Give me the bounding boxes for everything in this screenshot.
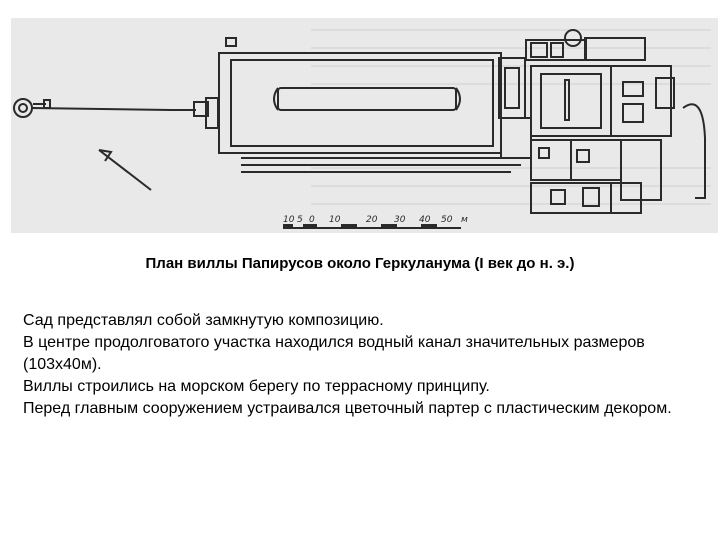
scale-label: 10	[283, 215, 295, 225]
paragraph: В центре продолговатого участка находился водный канал значительных размеров (103х40м).	[23, 334, 645, 373]
scale-bar	[283, 215, 468, 228]
paragraph: Перед главным сооружением устраивался цветочный партер с пластическим декором.	[23, 400, 672, 417]
atrium-court	[531, 66, 611, 136]
scale-label: 0	[309, 215, 315, 225]
scale-label: 40	[419, 215, 431, 225]
villa-plan-figure	[11, 18, 718, 233]
scale-label: 5	[297, 215, 303, 225]
water-canal	[278, 88, 456, 110]
figure-caption: План виллы Папирусов около Геркуланума (I век до н. э.)	[145, 255, 575, 272]
scale-label: 10	[329, 215, 341, 225]
north-arrow	[99, 150, 151, 190]
paragraph: Виллы строились на морском берегу по террасному принципу.	[23, 378, 490, 395]
paragraph: Сад представлял собой замкнутую композицию.	[23, 312, 384, 329]
belvedere-circle	[14, 99, 32, 117]
peristyle	[231, 60, 493, 146]
scale-label: 50	[441, 215, 453, 225]
body-text	[23, 310, 695, 420]
scale-label: 20	[366, 215, 378, 225]
scale-label: м	[461, 215, 468, 225]
scale-label: 30	[394, 215, 406, 225]
villa-plan-drawing	[11, 18, 718, 233]
